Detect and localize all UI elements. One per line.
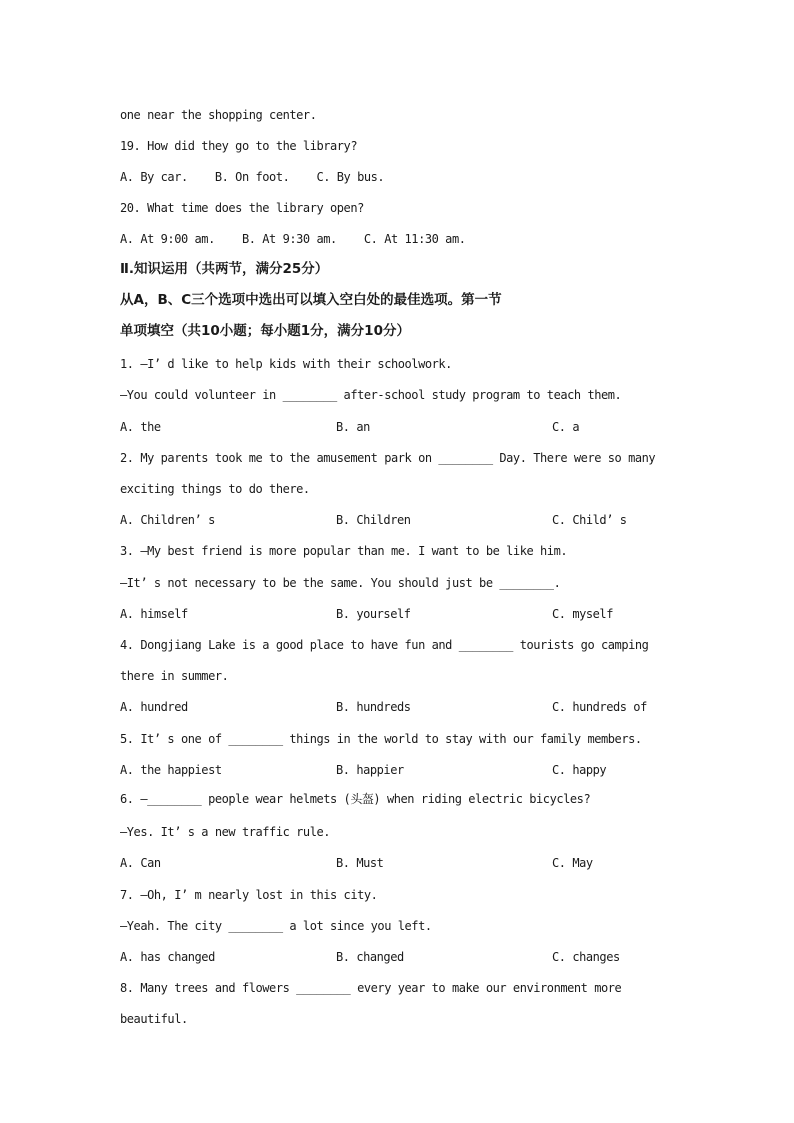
question-8-line-2: beautiful. — [120, 1012, 188, 1026]
question-6-line-2: —Yes. It’ s a new traffic rule. — [120, 825, 331, 839]
question-4-option-c: C. hundreds of — [552, 700, 647, 714]
question-20: 20. What time does the library open? — [120, 201, 364, 215]
question-7-line-1: 7. —Oh, I’ m nearly lost in this city. — [120, 888, 378, 902]
question-1-line-2: —You could volunteer in ________ after-school study program to teach them. — [120, 388, 622, 402]
question-1-option-c: C. a — [552, 420, 580, 434]
question-6-line-1: 6. —________ people wear helmets (头盔) when riding electric bicycles? — [120, 792, 591, 806]
question-7-option-c: C. changes — [552, 950, 620, 964]
question-4-line-2: there in summer. — [120, 669, 229, 683]
question-1-option-a: A. the — [120, 420, 161, 434]
question-5-option-b: B. happier — [336, 763, 404, 777]
question-7-line-2: —Yeah. The city ________ a lot since you left. — [120, 919, 432, 933]
question-3-option-c: C. myself — [552, 607, 613, 621]
question-5-option-c: C. happy — [552, 763, 607, 777]
question-4-line-1: 4. Dongjiang Lake is a good place to have fun and ________ tourists go camping — [120, 638, 649, 652]
question-2-option-b: B. Children — [336, 513, 411, 527]
question-7-option-a: A. has changed — [120, 950, 215, 964]
question-6-option-a: A. Can — [120, 856, 161, 870]
question-5-line-1: 5. It’ s one of ________ things in the world to stay with our family members. — [120, 732, 642, 746]
question-6-option-c: C. May — [552, 856, 593, 870]
question-1-option-b: B. an — [336, 420, 370, 434]
question-7-option-b: B. changed — [336, 950, 404, 964]
question-2-option-a: A. Children’ s — [120, 513, 215, 527]
question-8-line-1: 8. Many trees and flowers ________ every year to make our environment more — [120, 981, 622, 995]
section-instructions: 从A，B、C三个选项中选出可以填入空白处的最佳选项。第一节 — [120, 292, 502, 308]
text-line: one near the shopping center. — [120, 108, 317, 122]
question-2-line-2: exciting things to do there. — [120, 482, 310, 496]
question-4-option-a: A. hundred — [120, 700, 188, 714]
question-3-line-2: —It’ s not necessary to be the same. You should just be ________. — [120, 576, 561, 590]
question-3-option-a: A. himself — [120, 607, 188, 621]
question-3-option-b: B. yourself — [336, 607, 411, 621]
section-title: Ⅱ.知识运用（共两节，满分25分） — [120, 261, 329, 277]
question-19: 19. How did they go to the library? — [120, 139, 358, 153]
question-4-option-b: B. hundreds — [336, 700, 411, 714]
question-3-line-1: 3. —My best friend is more popular than me. I want to be like him. — [120, 544, 568, 558]
question-5-option-a: A. the happiest — [120, 763, 222, 777]
question-2-line-1: 2. My parents took me to the amusement park on ________ Day. There were so many — [120, 451, 656, 465]
question-1-line-1: 1. —I’ d like to help kids with their schoolwork. — [120, 357, 452, 371]
question-19-options: A. By car. B. On foot. C. By bus. — [120, 170, 385, 184]
question-20-options: A. At 9:00 am. B. At 9:30 am. C. At 11:30 am. — [120, 232, 466, 246]
question-6-option-b: B. Must — [336, 856, 384, 870]
question-2-option-c: C. Child’ s — [552, 513, 627, 527]
section-part-title: 单项填空（共10小题；每小题1分，满分10分） — [120, 323, 410, 339]
